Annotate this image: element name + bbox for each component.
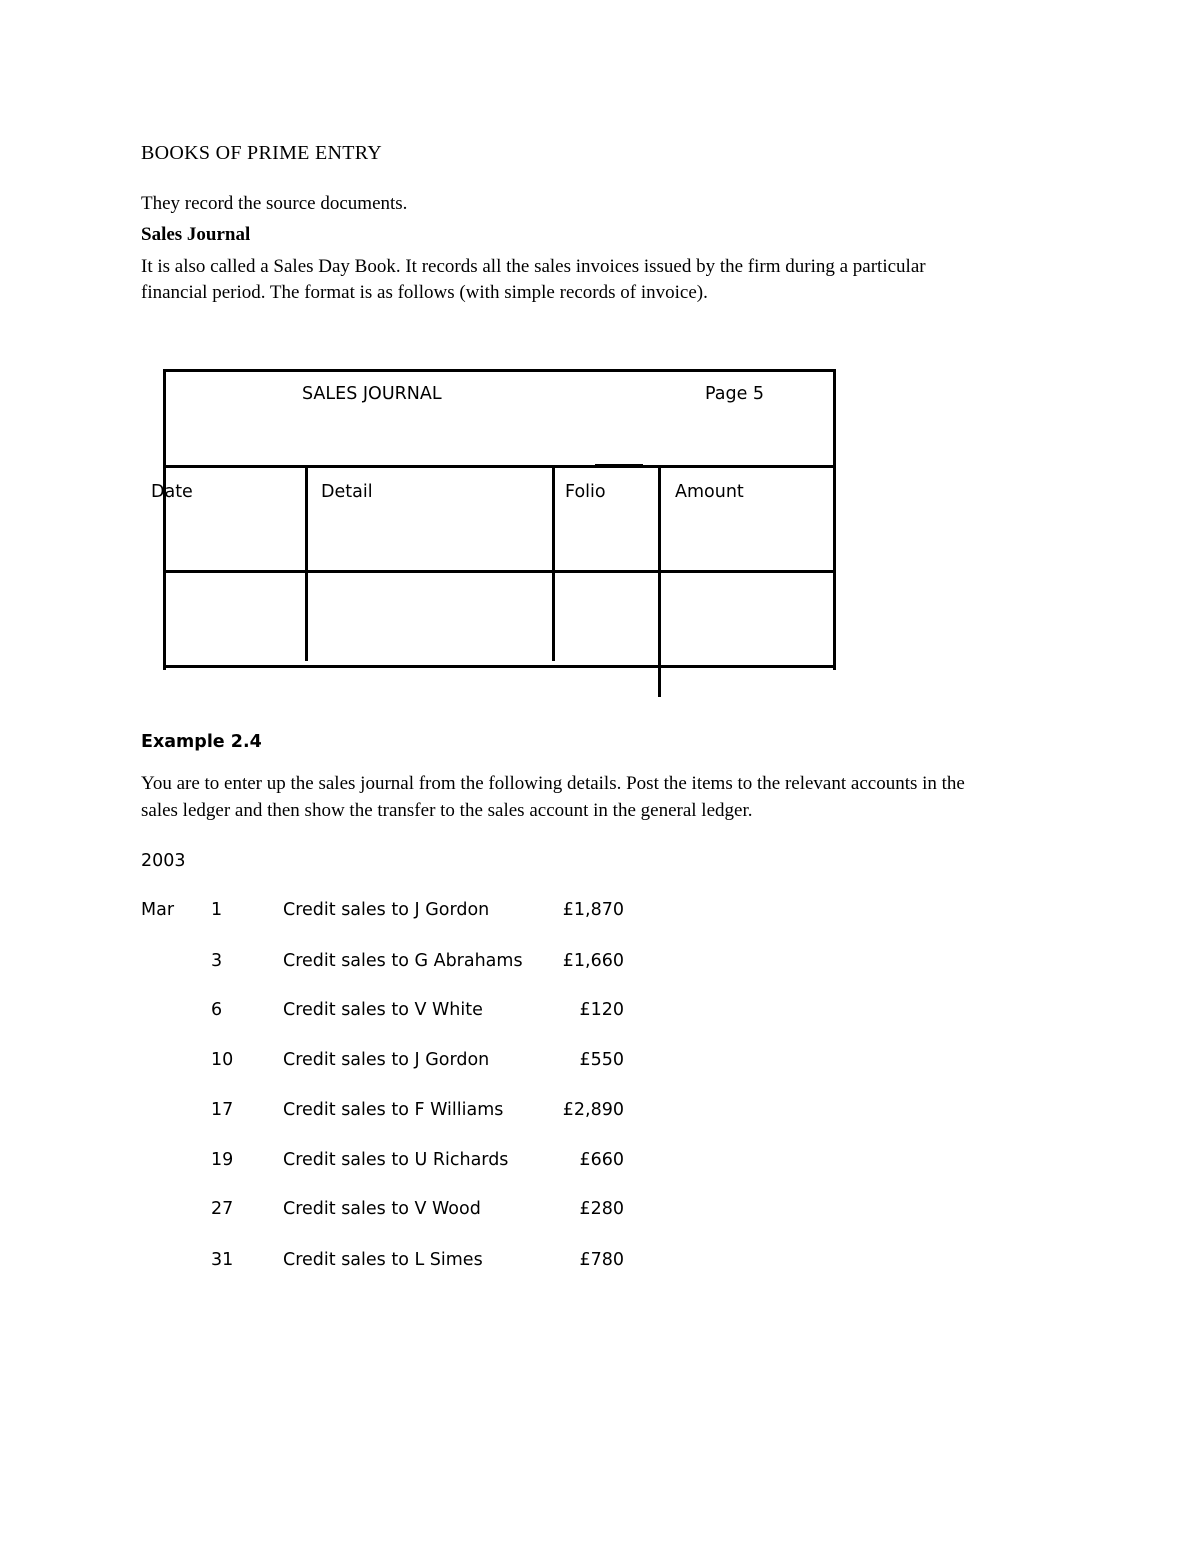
transaction-description: Credit sales to G Abrahams <box>283 951 523 971</box>
form-top-border <box>164 369 836 372</box>
transaction-row <box>141 1150 661 1176</box>
form-col-divider-detail <box>305 465 308 661</box>
paragraph-line: financial period. The format is as follows (with simple records of invoice). <box>141 282 708 303</box>
paragraph-line: It is also called a Sales Day Book. It records all the sales invoices issued by the firm during a particular <box>141 256 926 277</box>
transaction-amount: £120 <box>579 1000 624 1020</box>
transaction-day: 1 <box>211 900 223 920</box>
journal-page-label: Page 5 <box>705 384 765 404</box>
transaction-day: 19 <box>211 1150 234 1170</box>
transaction-amount: £1,870 <box>562 900 624 920</box>
transaction-amount: £2,890 <box>562 1100 624 1120</box>
section-title: Sales Journal <box>141 224 251 245</box>
transaction-month: Mar <box>141 900 175 920</box>
form-col-divider-folio <box>552 465 555 661</box>
transaction-description: Credit sales to L Simes <box>283 1250 483 1270</box>
instruction-line: sales ledger and then show the transfer to the sales account in the general ledger. <box>141 800 753 821</box>
transaction-amount: £660 <box>579 1150 624 1170</box>
transaction-description: Credit sales to J Gordon <box>283 1050 490 1070</box>
instruction-line: You are to enter up the sales journal from the following details. Post the items to the relevant accounts in the <box>141 773 965 794</box>
transaction-description: Credit sales to U Richards <box>283 1150 509 1170</box>
transaction-amount: £780 <box>579 1250 624 1270</box>
transaction-row <box>141 951 661 977</box>
transaction-day: 17 <box>211 1100 234 1120</box>
journal-title: SALES JOURNAL <box>302 384 442 404</box>
form-right-border <box>833 369 836 670</box>
transaction-row <box>141 1100 661 1126</box>
transaction-row <box>141 1000 661 1026</box>
transaction-description: Credit sales to J Gordon <box>283 900 490 920</box>
transaction-amount: £550 <box>579 1050 624 1070</box>
form-header-tab <box>595 464 643 467</box>
transaction-description: Credit sales to V Wood <box>283 1199 481 1219</box>
column-header-folio: Folio <box>565 482 606 502</box>
example-title: Example 2.4 <box>141 732 262 752</box>
column-header-date: Date <box>151 482 193 502</box>
transaction-row <box>141 1199 661 1225</box>
transaction-row <box>141 900 661 926</box>
transaction-day: 31 <box>211 1250 234 1270</box>
year-label: 2003 <box>141 851 186 871</box>
transaction-row <box>141 1050 661 1076</box>
transaction-description: Credit sales to V White <box>283 1000 483 1020</box>
form-bottom-border <box>164 665 836 668</box>
column-header-detail: Detail <box>321 482 373 502</box>
form-header-divider <box>164 465 836 468</box>
form-col-divider-amount <box>658 465 661 697</box>
intro-text: They record the source documents. <box>141 193 408 214</box>
transaction-day: 3 <box>211 951 223 971</box>
page-title: BOOKS OF PRIME ENTRY <box>141 142 383 164</box>
form-left-border <box>163 369 166 670</box>
transaction-day: 6 <box>211 1000 223 1020</box>
transaction-day: 10 <box>211 1050 234 1070</box>
transaction-day: 27 <box>211 1199 234 1219</box>
transaction-row <box>141 1250 661 1276</box>
transaction-description: Credit sales to F Williams <box>283 1100 504 1120</box>
transaction-amount: £1,660 <box>562 951 624 971</box>
form-row-divider <box>164 570 836 573</box>
transaction-amount: £280 <box>579 1199 624 1219</box>
column-header-amount: Amount <box>675 482 744 502</box>
